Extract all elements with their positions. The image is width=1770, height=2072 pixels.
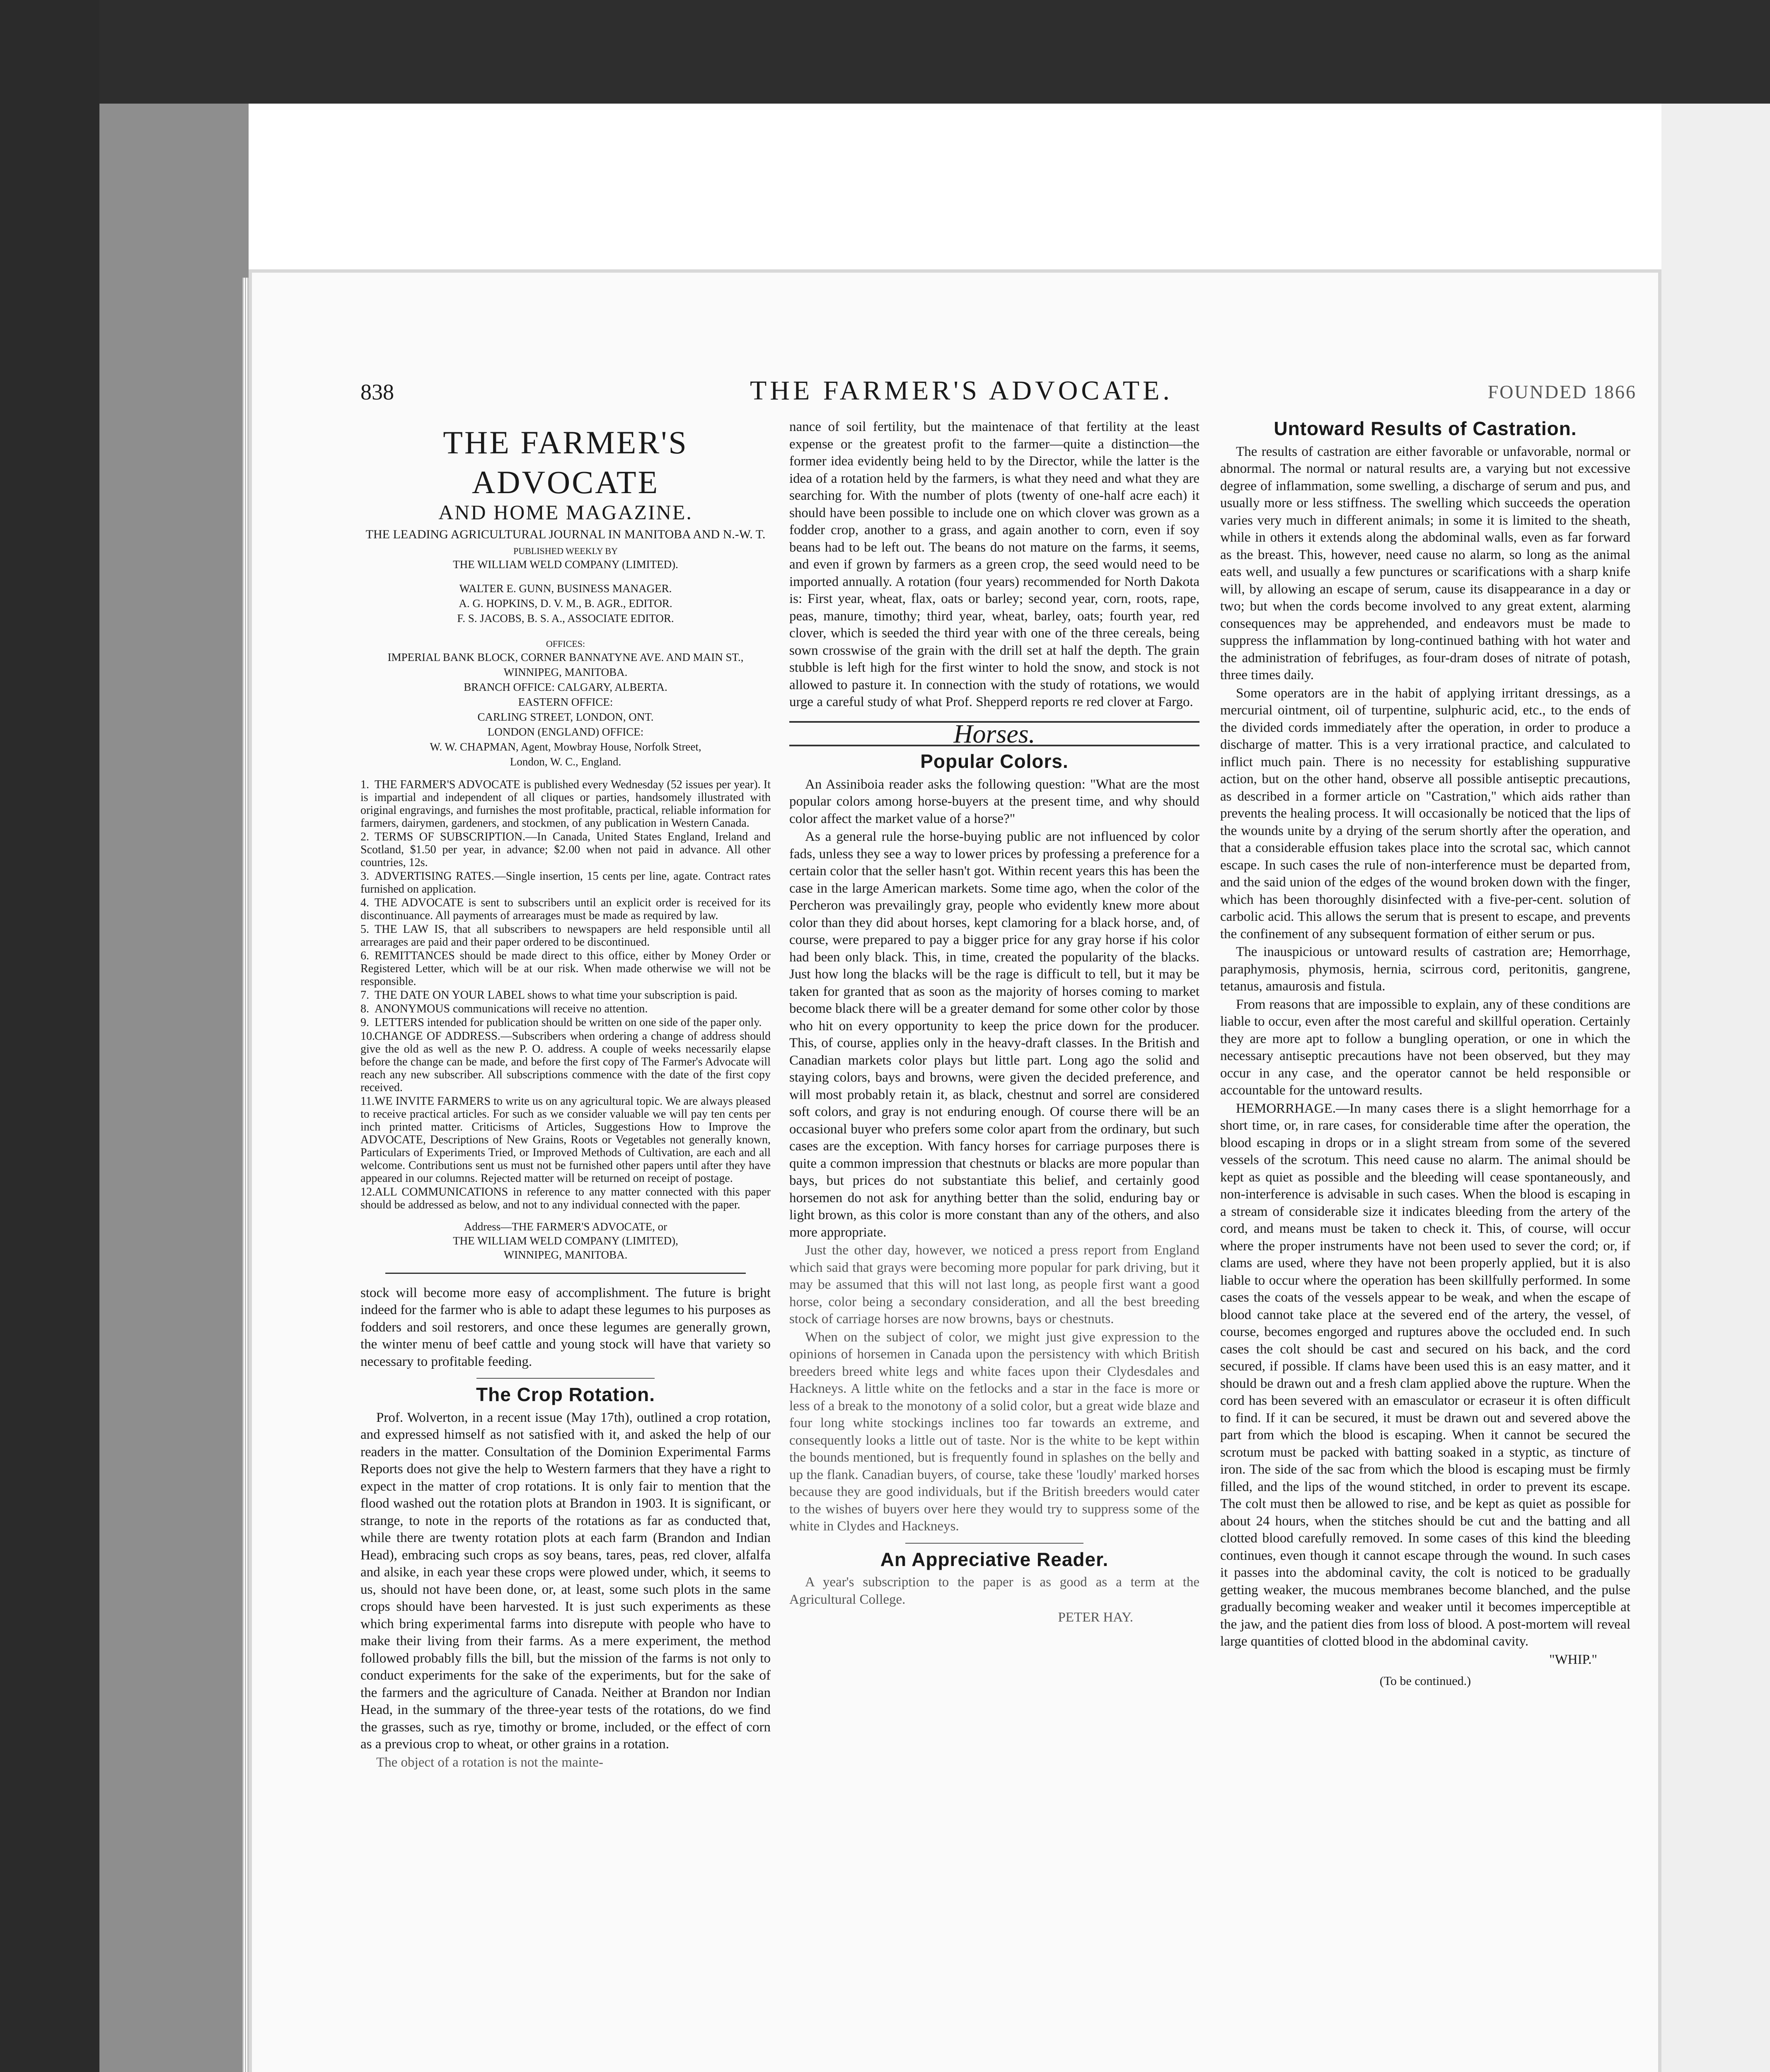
address-label: Address—THE FARMER'S ADVOCATE, or (464, 1220, 667, 1233)
office-line: WINNIPEG, MANITOBA. (503, 666, 628, 678)
publication-subtitle: AND HOME MAGAZINE. (438, 501, 693, 524)
article-body: A year's subscription to the paper is as good as a term at the Agricultural College. (789, 1575, 1199, 1607)
address-block (360, 1220, 771, 1262)
article-title: Untoward Results of Castration. (1274, 418, 1577, 439)
article-title: An Appreciative Reader. (880, 1548, 1109, 1570)
page-header (360, 375, 1637, 408)
office-line: IMPERIAL BANK BLOCK, CORNER BANNATYNE AVE. AND MAIN ST., (387, 651, 744, 663)
scan-board-left (99, 104, 249, 2072)
notice-item: 1. THE FARMER'S ADVOCATE is published every Wednesday (52 issues per year). It is impartial and independent of all cliques or parties, handsomely illustrated with original engravings, and furnishes the most profitable, practical, reliable information for farmers, dairymen, gardeners, and stockmen, of any publication in Western Canada. (360, 778, 771, 830)
continued-note: (To be continued.) (1379, 1674, 1471, 1688)
article-body: Some operators are in the habit of applying irritant dressings, as a mercurial ointment, oil of turpentine, sulphuric acid, etc., to the ends of the divided cords immediately after the operation, in order to produce a discharge of matter. This is a very irrational practice, and calculated to inflict much pain. There is no necessity for establishing suppurative action, but on the other hand, observe all possible antiseptic precautions, as described in a former article on "Castration," which aids rather than prevents the healing process. It will occasionally be noticed that the lips of the wounds unite by a drying of the serum shortly after the operation, and that a considerable effusion takes place into the scrotal sac, which cannot escape. In such cases the rule of non-interference must be departed from, and the said union of the edges of the wound broken down with the finger, which has been thoroughly disinfected with a five-per-cent. solution of carbolic acid. This allows the serum that is present to escape, and prevents the confinement of any subsequent formation of either serum or pus. (1220, 685, 1630, 942)
address-city: WINNIPEG, MANITOBA. (503, 1248, 628, 1261)
article-body: From reasons that are impossible to explain, any of these conditions are liable to occur, even after the most careful and skillful operation. Certainly they are more apt to follow a bungling operation, or one in which the necessary antiseptic precautions have not been observed, but they may occur in any case, and the operator cannot be held responsible or accountable for the untoward results. (1220, 997, 1630, 1098)
founded-year: FOUNDED 1866 (1487, 381, 1637, 402)
office-line: LONDON (ENGLAND) OFFICE: (487, 725, 644, 738)
notice-item: 2. TERMS OF SUBSCRIPTION.—In Canada, United States England, Ireland and Scotland, $1.50 per year, in advance; $2.00 when not paid in advance. All other countries, 12s. (360, 830, 771, 869)
office-line: BRANCH OFFICE: CALGARY, ALBERTA. (464, 680, 667, 693)
publication-title: THE FARMER'S ADVOCATE (443, 424, 688, 500)
article-body: Just the other day, however, we noticed a press report from England which said that grays were becoming more popular for park driving, but it may be assumed that this will not last long, as people first want a good horse, color being a secondary consideration, and all the best breeding stock of carriage horses are now browns, bays or chestnuts. (789, 1243, 1199, 1326)
article-body: The object of a rotation is not the mainte- (376, 1755, 603, 1770)
office-line: London, W. C., England. (510, 755, 621, 768)
column-3 (1220, 419, 1630, 1690)
address-company: THE WILLIAM WELD COMPANY (LIMITED), (453, 1234, 678, 1247)
office-line: EASTERN OFFICE: (518, 695, 613, 708)
scan-background-right (1661, 104, 1770, 2072)
publication-tagline: THE LEADING AGRICULTURAL JOURNAL IN MANITOBA AND N.-W. T. (365, 527, 766, 541)
signature: PETER HAY. (1058, 1610, 1133, 1625)
staff-line: F. S. JACOBS, B. S. A., ASSOCIATE EDITOR. (457, 612, 674, 625)
notice-item: 3. ADVERTISING RATES.—Single insertion, 15 cents per line, agate. Contract rates furnished on application. (360, 869, 771, 896)
notice-item: 12.ALL COMMUNICATIONS in reference to any matter connected with this paper should be addressed as below, and not to any individual connected with the paper. (360, 1185, 771, 1211)
article-title: Popular Colors. (920, 750, 1069, 772)
subheading: HEMORRHAGE. (1236, 1101, 1336, 1116)
article-body: The inauspicious or untoward results of castration are; Hemorrhage, paraphymosis, phymosis, hernia, scirrous cord, peritonitis, gangrene, tetanus, amaurosis and fistula. (1220, 944, 1630, 994)
notice-item: 11.WE INVITE FARMERS to write us on any agricultural topic. We are always pleased to receive practical articles. For such as we consider valuable we will pay ten cents per inch printed matter. Criticisms of Articles, Suggestions How to Improve the ADVOCATE, Descriptions of New Grains, Roots or Vegetables not generally known, Particulars of Experiments Tried, or Improved Methods of Cultivation, are each and all welcome. Contributions sent us must not be furnished other papers until after they have appeared in our columns. Rejected matter will be returned on receipt of postage. (360, 1094, 771, 1185)
offices-label: OFFICES: (546, 638, 585, 649)
article-body: Prof. Wolverton, in a recent issue (May 17th), outlined a crop rotation, and expressed himself as not satisfied with it, and asked the help of our readers in the matter. Consultation of the Dominion Experimental Farms Reports does not give the help to Western farmers that they have a right to expect in the matter of crop rotations. It is only fair to mention that the flood washed out the rotation plots at Brandon in 1903. It is significant, or strange, to note in the reports of the rotations as far as conducted that, while there are twenty rotation plots at each farm (Brandon and Indian Head), embracing such crops as soy beans, tares, peas, red clover, alfalfa and alsike, in each year these crops were plowed under, which, it seems to us, should not have been done, or, at least, some such plots in the same crops should have been harvested. It is just such experiments as these which bring experimental farms into disrepute with people who have to make their living from their farms. As a mere experiment, the method followed probably fills the bill, but the mission of the farms is not only to conduct experiments for the sake of the experiments, but for the sake of the farmers and the agriculture of Canada. Neither at Brandon nor Indian Head, in the summary of the three-year tests of the rotations, do we find the grasses, such as rye, timothy or brome, included, or the effect of corn as a previous crop to wheat, or other grains in a rotation. (360, 1410, 771, 1752)
divider (905, 1543, 1083, 1544)
notice-item: 7. THE DATE ON YOUR LABEL shows to what time your subscription is paid. (360, 988, 738, 1002)
article-body: HEMORRHAGE.—In many cases there is a slight hemorrhage for a short time, or, in rare cases, for considerable time after the operation, the blood escaping in drops or in a slight stream from some of the severed vessels of the scrotum. This need cause no alarm. The animal should be kept as quiet as possible and the bleeding will cease spontaneously, and non-interference is advisable in such cases. When the blood is escaping in a stream of considerable size it indicates bleeding from the artery of the cord, and means must be taken to check it. This, of course, will occur where the proper instruments have not been used to sever the cord; or, if clams are used, where they have not been properly applied, but it is also liable to occur where the operation has been skillfully performed. In some cases the coats of the vessels appear to be weak, and when the escape of blood cannot take place at the severed end of the artery, the vessel, of course, becomes engorged and ruptures above the occluded end. In such cases the colt should be cast and secured on his back, and the cord secured, if possible. If clams have been used this is an easy matter, and it should be drawn out and a fresh clam applied above the rupture. When the cord has been severed with an emasculator or ecraseur it is often difficult to find. If it can be secured, it must be drawn out and severed above the part from which the blood is escaping. When it cannot be secured the scrotum must be packed with batting soaked in a styptic, as tincture of iron. The side of the sac from which the blood is escaping must be firmly filled, and the lips of the wound stitched, in order to prevent its escape. The colt must then be allowed to rise, and be kept as quiet as possible for about 24 hours, when the stitches should be cut and the batting and all clotted blood carefully removed. In some cases of this kind the bleeding continues, even though it cannot escape through the wound. In such cases it passes into the abdominal cavity, the colt is noticed to be gradually getting weaker, the mucous membranes become blanched, and the pulse gradually becoming weaker and weaker until it becomes imperceptible at the jaw, and the patient dies from loss of blood. A post-mortem will reveal large quantities of clotted blood in the abdominal cavity. (1220, 1101, 1630, 1649)
divider (476, 1378, 655, 1379)
notice-item: 4. THE ADVOCATE is sent to subscribers until an explicit order is received for its discontinuance. All payments of arrearages must be made as required by law. (360, 896, 771, 922)
article-body: When on the subject of color, we might just give expression to the opinions of horsemen in Canada upon the persistency with which British breeders breed white legs and white faces upon their Clydesdales and Hackneys. A little white on the fetlocks and a star in the face is more or less of a break to the monotony of a solid color, but a great wide blaze and four long white stockings inclines too far towards an extreme, and consequently looks a little out of taste. Nor is the white to be kept within the bounds mentioned, but is frequently found in splashes on the belly and up the flank. Canadian buyers, of course, take these 'loudly' marked horses because they are good individuals, but if the British breeders would cater to the wishes of buyers over here they would try to suppress some of the white in Clydes and Hackneys. (789, 1329, 1199, 1534)
masthead: THE FARMER'S ADVOCATE. (750, 375, 1173, 406)
page-number: 838 (360, 380, 394, 404)
notice-item: 9. LETTERS intended for publication should be written on one side of the paper only. (360, 1016, 762, 1029)
published-by: PUBLISHED WEEKLY BY (513, 545, 618, 556)
office-line: CARLING STREET, LONDON, ONT. (477, 710, 654, 723)
divider (385, 1273, 746, 1274)
article-body: An Assiniboia reader asks the following question: "What are the most popular colors among horse-buyers at the present time, and why should color affect the market value of a horse?" (789, 777, 1199, 826)
notice-item: 6. REMITTANCES should be made direct to this office, either by Money Order or Registered Letter, which will be at our risk. When made otherwise we will not be responsible. (360, 949, 771, 988)
notice-item: 10.CHANGE OF ADDRESS.—Subscribers when ordering a change of address should give the old as well as the new P. O. address. A couple of weeks necessarily elapse before the change can be made, and before the first copy of The Farmer's Advocate will reach any new subscriber. All subscriptions commence with the date of the first copy received. (360, 1029, 771, 1094)
scan-background-top (0, 0, 1770, 104)
signature: "WHIP." (1549, 1652, 1597, 1667)
column-2 (789, 419, 1199, 1627)
article-body: The results of castration are either favorable or unfavorable, normal or abnormal. The normal or natural results are, a varying but not excessive degree of inflammation, some swelling, a discharge of serum and pus, and usually more or less stiffness. The swelling which succeeds the operation varies very much in different animals; in some it is limited to the sheath, while in others it extends along the abdominal walls, even as far forward as the breast. This, however, need cause no alarm, so long as the animal eats well, and usually a few punctures or scarifications with a sharp knife will, by allowing an escape of serum, cause its disappearance in a day or two; but when the cords become involved to any great extent, alarming consequences may be apprehended, and endeavors must be made to suppress the inflammation by long-continued bathing with hot water and the administration of febrifuges, as four-dram doses of nitrate of potash, three times daily. (1220, 444, 1630, 683)
scan-background-left (0, 0, 99, 2072)
publisher-name: THE WILLIAM WELD COMPANY (LIMITED). (453, 558, 678, 571)
notice-item: 5. THE LAW IS, that all subscribers to newspapers are held responsible until all arrearages are paid and their paper ordered to be discontinued. (360, 922, 771, 949)
article-title: The Crop Rotation. (476, 1384, 655, 1405)
column-1 (360, 419, 771, 1772)
notice-item: 8. ANONYMOUS communications will receive no attention. (360, 1002, 648, 1015)
staff-line: A. G. HOPKINS, D. V. M., B. AGR., EDITOR. (459, 597, 672, 610)
article-continuation: stock will become more easy of accomplishment. The future is bright indeed for the farmer who is able to adapt these legumes to his purposes as fodders and soil restorers, and once these legumes are generally grown, the winter menu of beef cattle and young stock will have that variety so necessary to profitable feeding. (360, 1285, 771, 1369)
section-heading: Horses. (789, 721, 1199, 747)
office-line: W. W. CHAPMAN, Agent, Mowbray House, Norfolk Street, (430, 740, 701, 753)
article-body: nance of soil fertility, but the maintenace of that fertility at the least expense or the greatest profit to the farmer—quite a distinction—the former idea evidently being held to by the Director, while the latter is the idea of a rotation held by the farmers, is what they need and what they are searching for. With the number of plots (twenty of one-half acre each) it should have been possible to include one on which clover was grown as a fodder crop, another to a grass, and again another to corn, even if soy beans had to be left out. The beans do not mature on the farms, it seems, and even if grown by farmers as a green crop, the seed would need to be imported annually. A rotation (four years) recommended for North Dakota is: First year, wheat, flax, oats or barley; second year, corn, roots, rape, peas, manure, timothy; third year, wheat, barley, oats; fourth year, red clover, which is seeded the third year with one of the three cereals, being sown crosswise of the grain with the drill set at half the depth. The grain stubble is left high for the first winter to hold the snow, and stock is not allowed to pasture it. In connection with the study of rotations, we would urge a careful study of what Prof. Shepperd reports re red clover at Fargo. (789, 419, 1199, 709)
article-body: As a general rule the horse-buying public are not influenced by color fads, unless they see a way to lower prices by professing a preference for a certain color that the seller hasn't got. Within recent years this has been the case in the large American markets. Some time ago, when the color of the Percheron was prevailingly gray, people who evidently knew more about color than they did about horses, kept clamoring for a black horse, and, of course, were prepared to pay a bigger price for any gray horse if his color had been only black. This, in time, created the popularity of the blacks. Just how long the blacks will be the rage is difficult to tell, but it may be taken for granted that as soon as the majority of horses coming to market become black there will be a greater demand for some other color by those who hit on every opportunity to keep the price down for the producer. This, of course, applies only in the heavy-draft classes. In the British and Canadian markets color plays but little part. Long ago the solid and staying colors, bays and browns, were given the decided preference, and will most probably retain it, as black, chestnut and sorrel are considered soft colors, and gray is not enduring enough. Of course there will be an occasional buyer who prefers some color apart from the ordinary, but such cases are the exception. With fancy horses for carriage purposes there is quite a common impression that chestnuts or blacks are more popular than bays, but prices do not substantiate this belief, and certainly good horsemen do not ask for anything better than the solid, enduring bay or light brown, as this color is more constant than any of the others, and also more appropriate. (789, 829, 1199, 1240)
staff-line: WALTER E. GUNN, BUSINESS MANAGER. (459, 582, 672, 595)
